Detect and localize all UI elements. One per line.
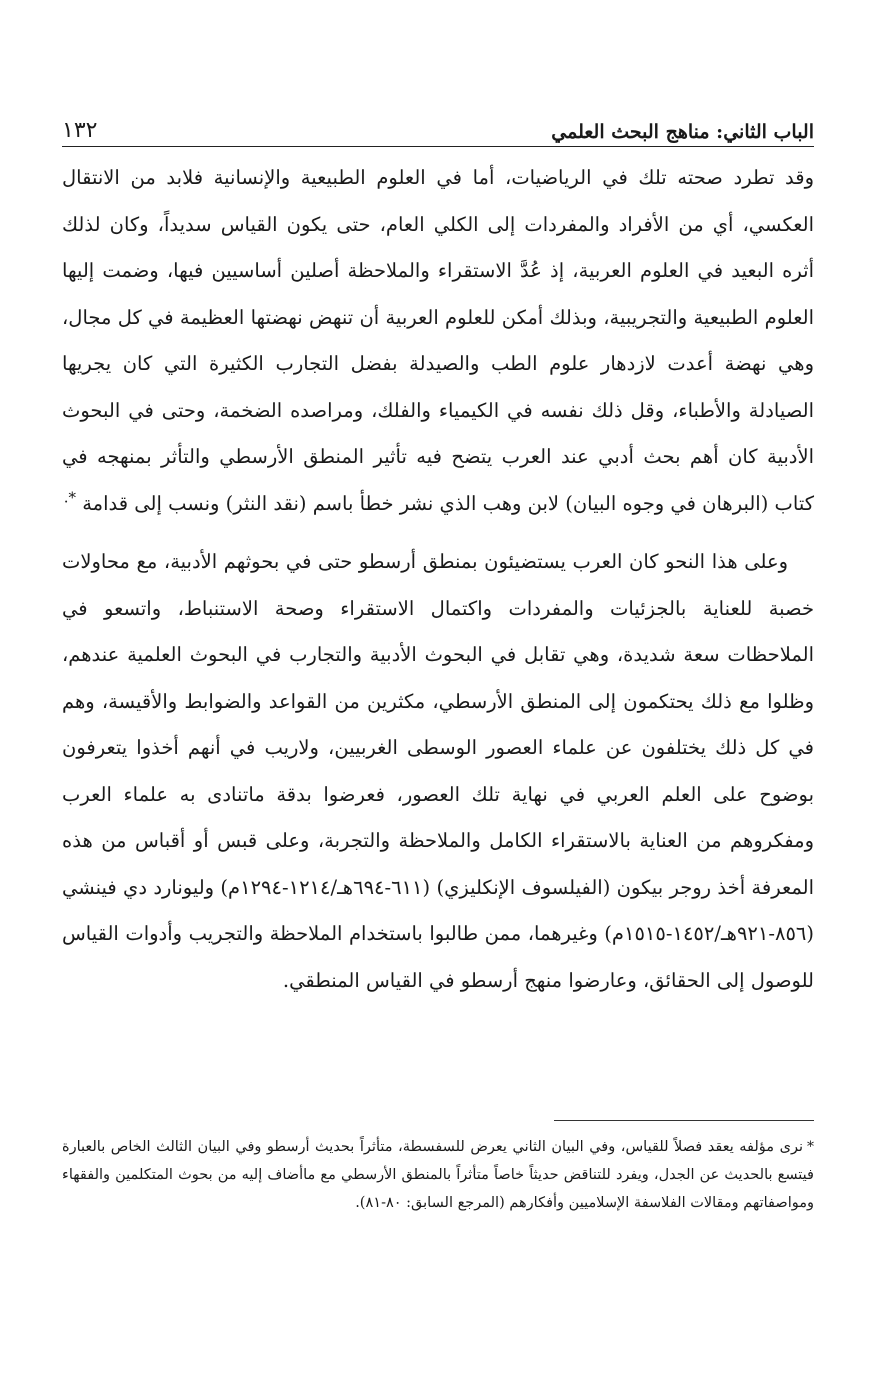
paragraph-1 (62, 155, 814, 527)
paragraph-1-text: وقد تطرد صحته تلك في الرياضيات، أما في العلوم الطبيعية والإنسانية فلابد من الانتقال العكسي، أي من الأفراد والمفردات إلى الكلي العام، حتى يكون القياس سديداً، وكان لذلك أثره البعيد في العلوم العربية، إذ عُدَّ الاستقراء والملاحظة أصلين أساسيين فيها، وضمت إليها العلوم الطبيعية والتجريبية، وبذلك أمكن للعلوم العربية أن تنهض نهضتها العظيمة في كل مجال، وهي نهضة أعدت لازدهار علوم الطب والصيدلة بفضل التجارب الكثيرة التي كان يجريها الصيادلة والأطباء، وقل ذلك نفسه في الكيمياء والفلك، ومراصده الضخمة، وحتى في البحوث الأدبية كان أهم بحث أدبي عند العرب يتضح فيه تأثير المنطق الأرسطي والتأثر بمنهجه في كتاب (البرهان في وجوه البيان) لابن وهب الذي نشر خطأ باسم (نقد النثر) ونسب إلى قدامة (62, 166, 814, 515)
footnote-star: * (807, 1139, 814, 1155)
footnote-divider (554, 1120, 814, 1121)
footnote (62, 1133, 814, 1217)
paragraph-2-text: وعلى هذا النحو كان العرب يستضيئون بمنطق أرسطو حتى في بحوثهم الأدبية، مع محاولات خصبة للعناية بالجزئيات والمفردات واكتمال الاستقراء وصحة الاستنباط، واتسعو في الملاحظات سعة شديدة، وهي تقابل في البحوث الأدبية والتجارب في البحوث العلمية عندهم، وظلوا مع ذلك يحتكمون إلى المنطق الأرسطي، مكثرين من القواعد والضوابط والأقيسة، وهم في كل ذلك يختلفون عن علماء العصور الوسطى الغربيين، ولاريب في أنهم أخذوا يتعرفون بوضوح على العلم العربي في نهاية تلك العصور، فعرضوا بدقة ماتنادى به علماء العرب ومفكروهم من العناية بالاستقراء الكامل والملاحظة والتجربة، وعلى قبس أو أقباس من هذه المعرفة أخذ روجر بيكون (الفيلسوف الإنكليزي) (٦١١-٦٩٤هـ/١٢١٤-١٢٩٤م) وليونارد دي فينشي (٨٥٦-٩٢١هـ/١٤٥٢-١٥١٥م) وغيرهما، ممن طالبوا باستخدام الملاحظة والتجريب وأدوات القياس للوصول إلى الحقائق، وعارضوا منهج أرسطو في القياس المنطقي. (62, 550, 815, 992)
book-page (62, 98, 815, 1211)
footnote-marker: *. (63, 488, 76, 506)
footnote-text: نرى مؤلفه يعقد فصلاً للقياس، وفي البيان الثاني يعرض للسفسطة، متأثراً بحديث أرسطو وفي البيان الثالث الخاص بالعبارة فيتسع بالحديث عن الجدل، ويفرد للتناقض حديثاً خاصاً متأثراً بالمنطق الأرسطي مع ماأضاف إليه من بحوث المتكلمين والفقهاء ومواصفاتهم ومقالات الفلاسفة الإسلاميين وأفكارهم (المرجع السابق: ٨٠-٨١). (62, 1139, 814, 1211)
page-number: ١٣٢ (62, 118, 98, 143)
body-text (62, 155, 814, 1004)
running-head (62, 98, 814, 147)
paragraph-2 (62, 539, 814, 1004)
chapter-title: الباب الثاني: مناهج البحث العلمي (551, 121, 814, 143)
